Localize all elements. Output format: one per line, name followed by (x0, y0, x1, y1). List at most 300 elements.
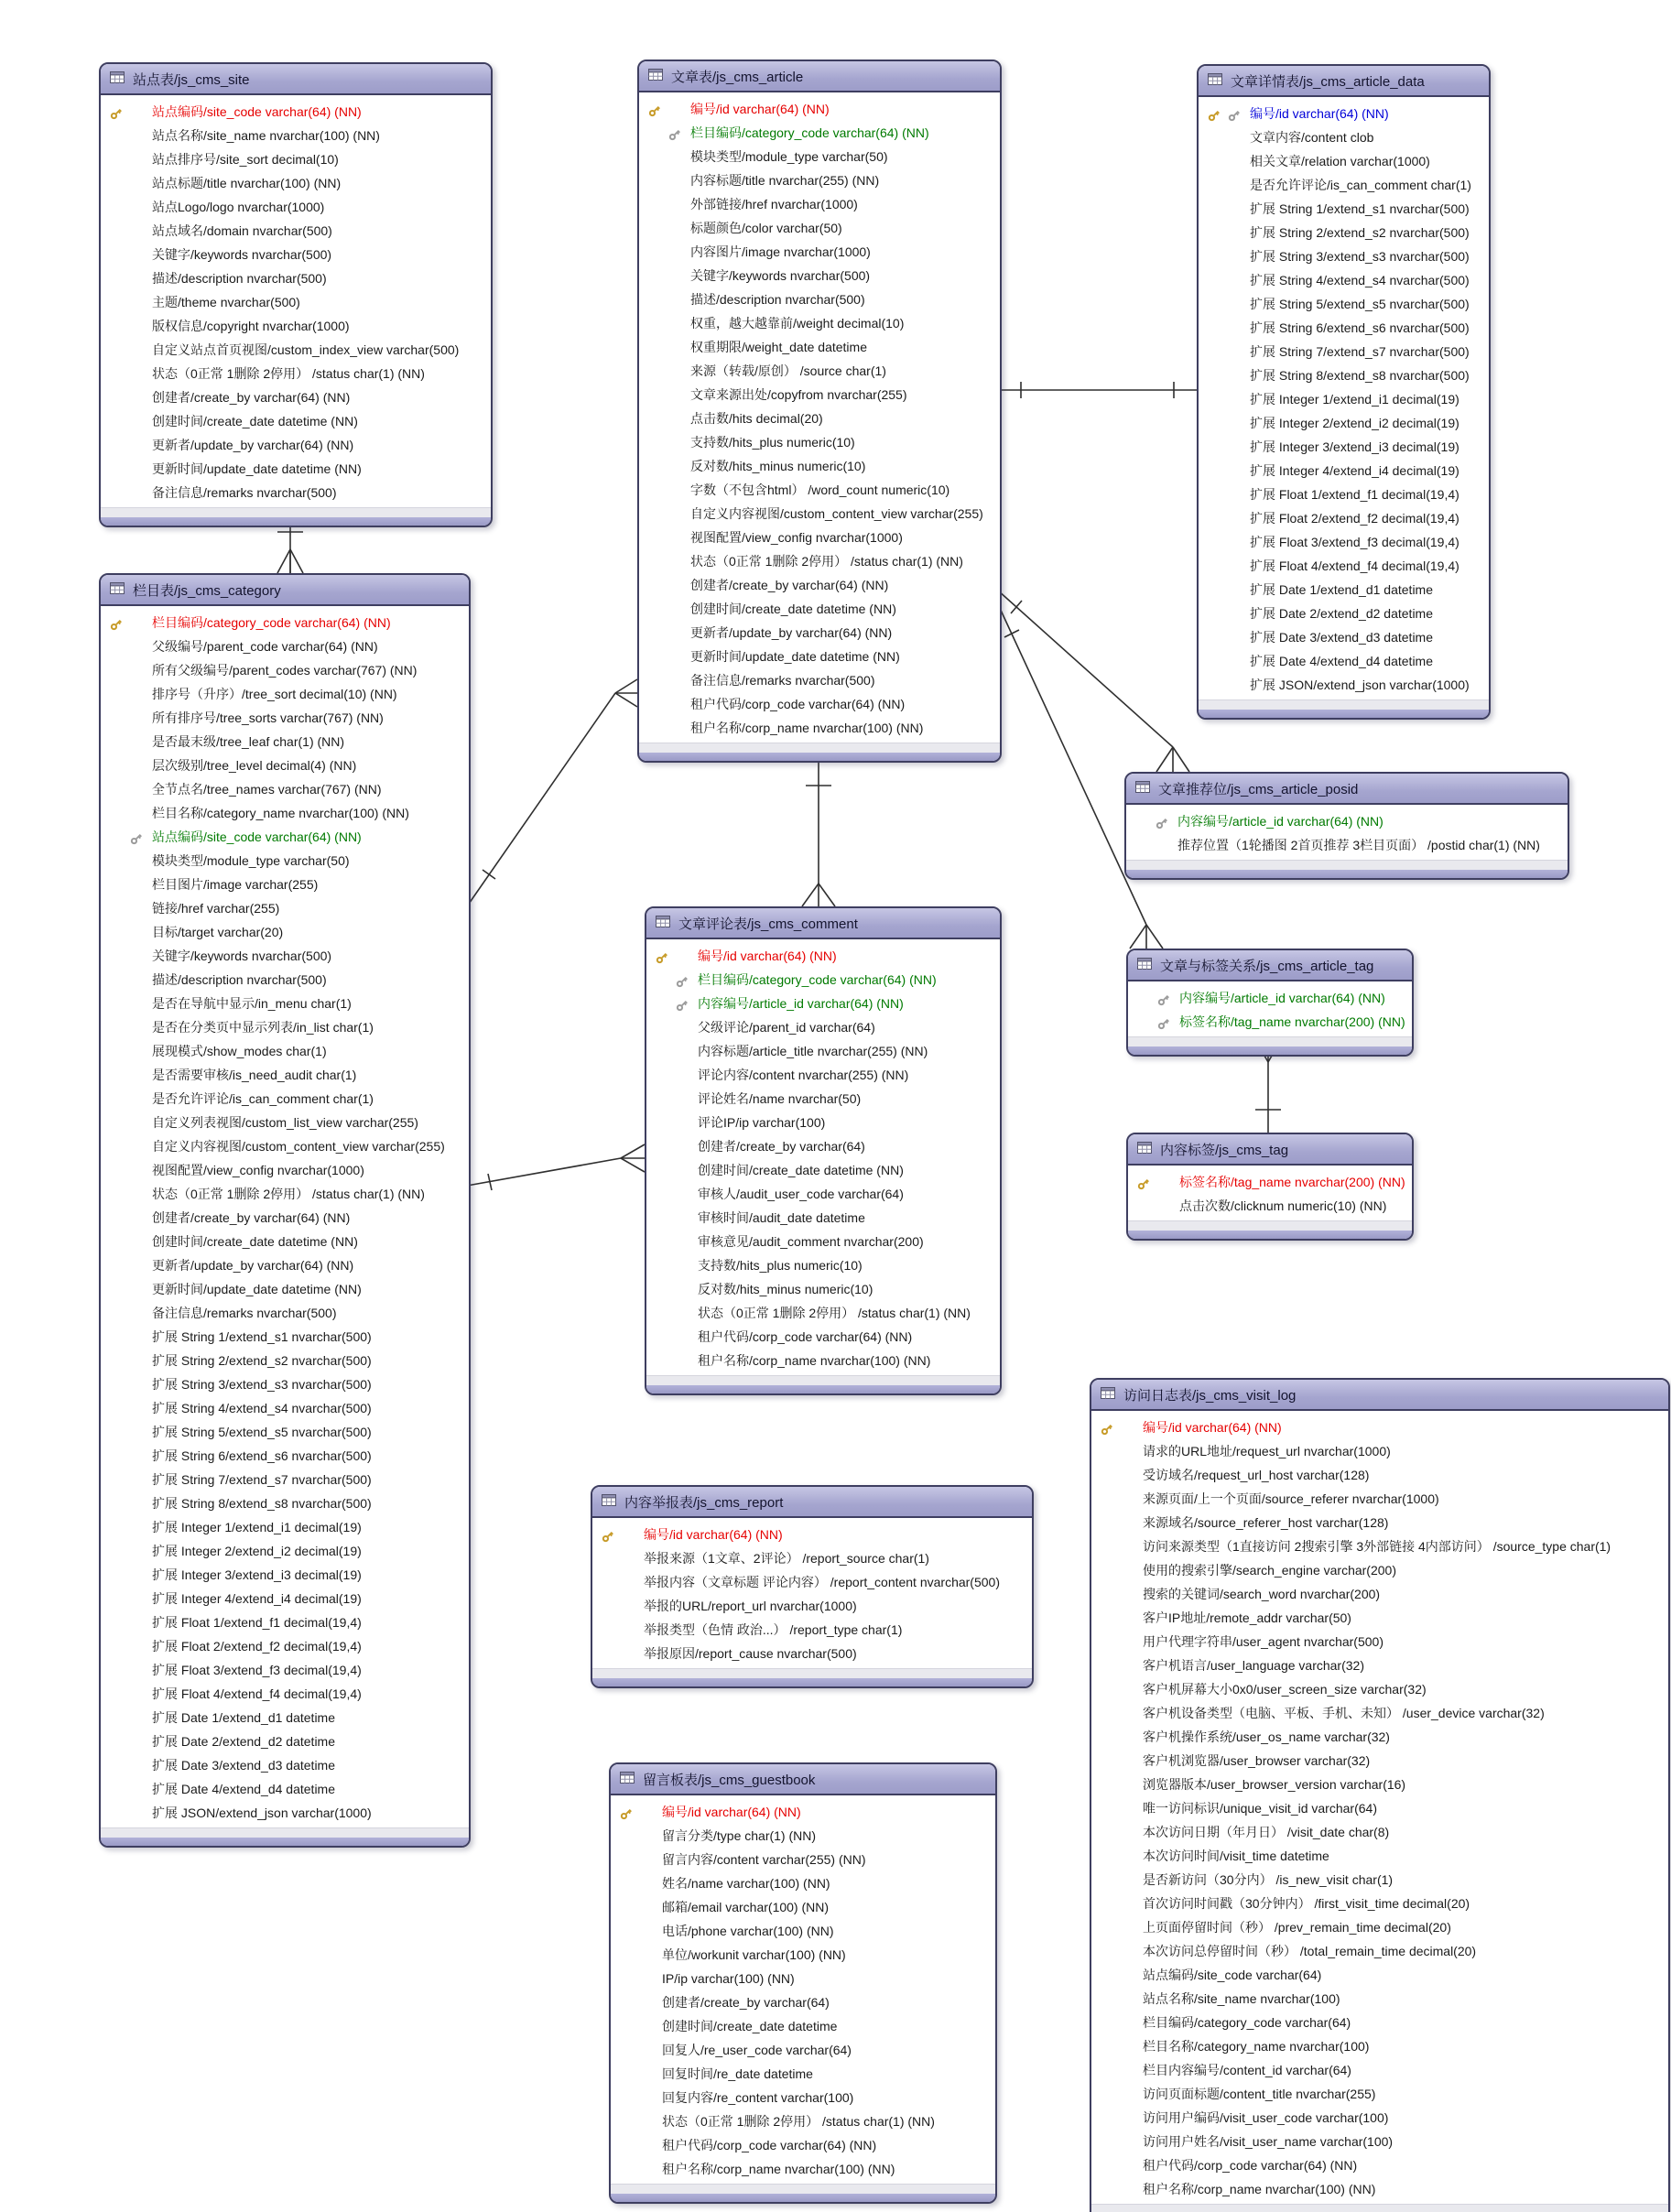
field-text: 扩展 Date 2/extend_d2 datetime (152, 1734, 336, 1749)
field-text: 编号/id varchar(64) (NN) (690, 102, 830, 116)
field-text: 栏目名称/category_name nvarchar(100) (NN) (152, 806, 409, 820)
field-row (1091, 1820, 1668, 1844)
field-text: 用户代理字符串/user_agent nvarchar(500) (1143, 1634, 1383, 1649)
field-text: 描述/description nvarchar(500) (690, 292, 865, 307)
field-row (101, 409, 491, 433)
field-row (101, 1491, 469, 1515)
field-text: 举报类型（色情 政治...） /report_type char(1) (644, 1622, 903, 1637)
field-text: 评论IP/ip varchar(100) (698, 1115, 826, 1130)
table-icon (602, 1494, 616, 1510)
field-text: 站点Logo/logo nvarchar(1000) (152, 200, 325, 214)
field-row (101, 457, 491, 481)
field-row (1091, 1582, 1668, 1606)
field-text: 内容编号/article_id varchar(64) (NN) (1177, 814, 1383, 829)
field-row (1128, 1170, 1412, 1194)
field-text: 自定义内容视图/custom_content_view varchar(255) (152, 1139, 445, 1154)
field-row (101, 801, 469, 825)
field-text: 创建时间/create_date datetime (662, 2019, 838, 2033)
field-row (101, 1706, 469, 1729)
field-text: 扩展 Integer 1/extend_i1 decimal(19) (1250, 392, 1459, 407)
field-row (1091, 1630, 1668, 1654)
field-row (101, 1372, 469, 1396)
field-row (1199, 387, 1489, 411)
field-text: 栏目编码/category_code varchar(64) (NN) (698, 972, 937, 987)
field-text: 回复内容/re_content varchar(100) (662, 2090, 854, 2105)
field-text: 所有排序号/tree_sorts varchar(767) (NN) (152, 710, 384, 725)
field-row (646, 1182, 1000, 1206)
field-row (639, 240, 1000, 264)
field-row (1091, 1439, 1668, 1463)
field-row (639, 311, 1000, 335)
field-text: 文章来源出处/copyfrom nvarchar(255) (690, 387, 907, 402)
field-text: 外部链接/href nvarchar(1000) (690, 197, 858, 211)
field-text: 备注信息/remarks nvarchar(500) (690, 673, 875, 688)
field-row (1199, 268, 1489, 292)
field-row (1128, 986, 1412, 1010)
table-footer (1126, 860, 1568, 870)
field-row (101, 195, 491, 219)
field-row (1199, 340, 1489, 363)
field-row (646, 944, 1000, 968)
field-row (639, 478, 1000, 502)
field-text: 关键字/keywords nvarchar(500) (152, 247, 332, 262)
field-text: 视图配置/view_config nvarchar(1000) (690, 530, 903, 545)
field-text: 租户名称/corp_name nvarchar(100) (NN) (1143, 2182, 1376, 2196)
field-text: 关键字/keywords nvarchar(500) (690, 268, 871, 283)
field-row (1199, 625, 1489, 649)
field-text: 首次访问时间戳（30分钟内） /first_visit_time decimal(20) (1143, 1896, 1470, 1911)
field-row (1199, 530, 1489, 554)
field-row (101, 920, 469, 944)
field-text: 扩展 Date 2/extend_d2 datetime (1250, 606, 1434, 621)
field-row (1199, 173, 1489, 197)
relationship-line (802, 751, 835, 906)
field-row (101, 1087, 469, 1111)
table-js_cms_article_tag[interactable] (1126, 949, 1414, 1057)
field-text: 支持数/hits_plus numeric(10) (690, 435, 855, 450)
relationship-line (998, 591, 1189, 772)
field-text: 租户名称/corp_name nvarchar(100) (NN) (698, 1353, 931, 1368)
table-title: 文章与标签关系/js_cms_article_tag (1160, 958, 1374, 974)
field-text: 标签名称/tag_name nvarchar(200) (NN) (1179, 1014, 1405, 1029)
field-row (646, 1111, 1000, 1134)
field-text: 编号/id varchar(64) (NN) (1250, 106, 1389, 121)
field-text: 栏目编码/category_code varchar(64) (NN) (152, 615, 391, 630)
field-row (101, 1349, 469, 1372)
field-text: 回复人/re_user_code varchar(64) (662, 2043, 852, 2057)
field-row (646, 1063, 1000, 1087)
field-row (1091, 1773, 1668, 1796)
table-footer-bar (592, 1678, 1032, 1686)
table-footer-bar (101, 1838, 469, 1846)
table-icon (648, 69, 663, 84)
table-header[interactable] (1126, 774, 1568, 805)
table-header[interactable] (1128, 950, 1412, 981)
field-row (611, 2109, 995, 2133)
field-text: 内容编号/article_id varchar(64) (NN) (698, 996, 904, 1011)
field-text: 内容标题/article_title nvarchar(255) (NN) (698, 1044, 928, 1058)
table-header[interactable] (611, 1764, 995, 1795)
field-row (592, 1523, 1032, 1546)
field-row (101, 1158, 469, 1182)
field-text: 本次访问日期（年月日） /visit_date char(8) (1143, 1825, 1390, 1839)
field-text: 客户机浏览器/user_browser varchar(32) (1143, 1753, 1371, 1768)
field-text: 客户IP地址/remote_addr varchar(50) (1143, 1610, 1351, 1625)
field-row (592, 1570, 1032, 1594)
field-row (1091, 1677, 1668, 1701)
field-row (592, 1618, 1032, 1642)
table-footer (639, 743, 1000, 753)
field-text: 是否在导航中显示/in_menu char(1) (152, 996, 352, 1011)
field-text: 扩展 String 3/extend_s3 nvarchar(500) (1250, 249, 1470, 264)
field-text: 租户代码/corp_code varchar(64) (NN) (690, 697, 906, 711)
field-row (611, 1848, 995, 1871)
field-row (1199, 673, 1489, 697)
field-text: 扩展 String 3/extend_s3 nvarchar(500) (152, 1377, 372, 1392)
field-row (639, 549, 1000, 573)
field-text: 内容标题/title nvarchar(255) (NN) (690, 173, 880, 188)
table-icon (1137, 1142, 1152, 1157)
table-header[interactable] (1128, 1134, 1412, 1166)
field-row (1199, 411, 1489, 435)
field-text: 站点名称/site_name nvarchar(100) (1143, 1991, 1340, 2006)
field-row (1091, 2130, 1668, 2153)
field-text: 是否允许评论/is_can_comment char(1) (1250, 178, 1471, 192)
table-js_cms_article_data[interactable] (1197, 64, 1491, 720)
field-row (639, 121, 1000, 145)
field-text: 支持数/hits_plus numeric(10) (698, 1258, 863, 1273)
field-row (101, 1610, 469, 1634)
field-row (639, 573, 1000, 597)
table-header[interactable] (101, 64, 491, 95)
table-icon (110, 582, 125, 598)
field-text: 租户代码/corp_code varchar(64) (NN) (1143, 2158, 1358, 2173)
field-text: 浏览器版本/user_browser_version varchar(16) (1143, 1777, 1406, 1792)
field-row (101, 1468, 469, 1491)
field-text: 反对数/hits_minus numeric(10) (698, 1282, 873, 1296)
field-text: 扩展 String 4/extend_s4 nvarchar(500) (152, 1401, 372, 1415)
field-text: 栏目编码/category_code varchar(64) (NN) (690, 125, 929, 140)
field-text: 描述/description nvarchar(500) (152, 271, 327, 286)
field-row (1199, 316, 1489, 340)
table-title: 访问日志表/js_cms_visit_log (1123, 1387, 1297, 1404)
table-icon (1101, 1387, 1115, 1403)
field-row (592, 1642, 1032, 1665)
table-js_cms_site[interactable] (99, 62, 493, 527)
field-row (1128, 1194, 1412, 1218)
field-text: 扩展 String 5/extend_s5 nvarchar(500) (1250, 297, 1470, 311)
field-row (101, 1301, 469, 1325)
field-row (639, 264, 1000, 287)
field-text: 扩展 Float 2/extend_f2 decimal(19,4) (152, 1639, 362, 1654)
field-row (646, 1349, 1000, 1372)
field-row (101, 1015, 469, 1039)
field-text: 创建者/create_by varchar(64) (NN) (152, 390, 351, 405)
field-row (1091, 1463, 1668, 1487)
field-text: 扩展 Integer 1/extend_i1 decimal(19) (152, 1520, 362, 1534)
field-text: 创建者/create_by varchar(64) (NN) (152, 1210, 351, 1225)
field-row (1091, 1606, 1668, 1630)
field-text: 扩展 String 2/extend_s2 nvarchar(500) (152, 1353, 372, 1368)
field-text: 租户代码/corp_code varchar(64) (NN) (662, 2138, 877, 2152)
field-text: 扩展 String 7/extend_s7 nvarchar(500) (152, 1472, 372, 1487)
field-text: 创建者/create_by varchar(64) (698, 1139, 865, 1154)
field-text: 扩展 String 1/extend_s1 nvarchar(500) (152, 1329, 372, 1344)
field-row (101, 1444, 469, 1468)
field-text: 推荐位置（1轮播图 2首页推荐 3栏目页面） /postid char(1) (NN) (1177, 838, 1540, 852)
field-text: 编号/id varchar(64) (NN) (698, 949, 837, 963)
field-text: 租户代码/corp_code varchar(64) (NN) (698, 1329, 913, 1344)
table-title: 文章推荐位/js_cms_article_posid (1158, 781, 1359, 797)
table-footer (101, 507, 491, 517)
table-header[interactable] (592, 1487, 1032, 1518)
field-text: 审核意见/audit_comment nvarchar(200) (698, 1234, 924, 1249)
field-text: 编号/id varchar(64) (NN) (1143, 1420, 1282, 1435)
field-row (1199, 363, 1489, 387)
field-text: 唯一访问标识/unique_visit_id varchar(64) (1143, 1801, 1377, 1816)
field-text: 栏目图片/image varchar(255) (152, 877, 319, 892)
field-text: 扩展 Date 4/extend_d4 datetime (1250, 654, 1434, 668)
field-text: 自定义列表视图/custom_list_view varchar(255) (152, 1115, 418, 1130)
field-row (1199, 292, 1489, 316)
field-row (639, 645, 1000, 668)
field-text: 来源域名/source_referer_host varchar(128) (1143, 1515, 1389, 1530)
field-text: 扩展 JSON/extend_json varchar(1000) (1250, 678, 1470, 692)
table-js_cms_comment[interactable] (645, 906, 1002, 1395)
table-footer-bar (101, 517, 491, 526)
table-title: 文章详情表/js_cms_article_data (1231, 73, 1425, 90)
field-row (101, 219, 491, 243)
field-text: 访问用户编码/visit_user_code varchar(100) (1143, 2110, 1389, 2125)
field-text: 更新者/update_by varchar(64) (NN) (152, 438, 354, 452)
field-row (611, 2038, 995, 2062)
field-text: 回复时间/re_date datetime (662, 2066, 813, 2081)
field-text: 创建时间/create_date datetime (NN) (152, 414, 358, 428)
field-text: 创建者/create_by varchar(64) (662, 1995, 830, 2010)
field-row (639, 621, 1000, 645)
field-row (646, 1301, 1000, 1325)
field-row (611, 2062, 995, 2086)
field-row (639, 359, 1000, 383)
field-row (101, 1634, 469, 1658)
field-row (101, 481, 491, 504)
field-text: 站点排序号/site_sort decimal(10) (152, 152, 339, 167)
field-text: 主题/theme nvarchar(500) (152, 295, 300, 309)
field-row (646, 1087, 1000, 1111)
table-footer (1199, 699, 1489, 710)
field-text: 父级编号/parent_code varchar(64) (NN) (152, 639, 378, 654)
field-text: 创建者/create_by varchar(64) (NN) (690, 578, 889, 592)
field-text: 站点标题/title nvarchar(100) (NN) (152, 176, 342, 190)
table-footer-bar (646, 1385, 1000, 1393)
field-text: 访问用户姓名/visit_user_name varchar(100) (1143, 2134, 1394, 2149)
field-text: 留言内容/content varchar(255) (NN) (662, 1852, 866, 1867)
field-text: 本次访问时间/visit_time datetime (1143, 1849, 1329, 1863)
field-text: 站点编码/site_code varchar(64) (1143, 1968, 1322, 1982)
field-text: 创建时间/create_date datetime (NN) (698, 1163, 904, 1177)
field-text: 创建时间/create_date datetime (NN) (152, 1234, 358, 1249)
table-header[interactable] (101, 575, 469, 606)
field-text: 客户机语言/user_language varchar(32) (1143, 1658, 1364, 1673)
field-text: 父级评论/parent_id varchar(64) (698, 1020, 875, 1035)
field-row (101, 266, 491, 290)
field-text: 扩展 Float 3/extend_f3 decimal(19,4) (152, 1663, 362, 1677)
field-text: 使用的搜索引擎/search_engine varchar(200) (1143, 1563, 1396, 1578)
field-row (639, 668, 1000, 692)
field-text: 举报的URL/report_url nvarchar(1000) (644, 1599, 857, 1613)
field-row (1199, 244, 1489, 268)
field-text: 编号/id varchar(64) (NN) (662, 1805, 801, 1819)
field-row (101, 1277, 469, 1301)
field-row (101, 1230, 469, 1253)
field-row (101, 338, 491, 362)
field-text: 自定义站点首页视图/custom_index_view varchar(500) (152, 342, 460, 357)
field-row (639, 335, 1000, 359)
field-row (611, 2157, 995, 2181)
field-row (1199, 149, 1489, 173)
field-text: 来源（转载/原创） /source char(1) (690, 363, 886, 378)
field-row (101, 1658, 469, 1682)
field-text: 扩展 Float 4/extend_f4 decimal(19,4) (152, 1686, 362, 1701)
field-row (646, 1134, 1000, 1158)
field-row (611, 1800, 995, 1824)
field-row (1091, 1796, 1668, 1820)
field-row (1199, 649, 1489, 673)
field-text: 扩展 Integer 2/extend_i2 decimal(19) (1250, 416, 1459, 430)
table-title: 栏目表/js_cms_category (133, 582, 281, 599)
table-header[interactable] (1091, 1380, 1668, 1411)
field-row (611, 1871, 995, 1895)
field-text: 上页面停留时间（秒） /prev_remain_time decimal(20) (1143, 1920, 1451, 1935)
field-row (639, 287, 1000, 311)
field-row (611, 1967, 995, 1990)
field-row (101, 1182, 469, 1206)
field-text: 扩展 String 5/extend_s5 nvarchar(500) (152, 1425, 372, 1439)
relationship-line (998, 382, 1197, 398)
field-row (639, 97, 1000, 121)
field-row (1199, 483, 1489, 506)
field-row (1091, 1487, 1668, 1511)
table-js_cms_category[interactable] (99, 573, 471, 1848)
table-title: 文章表/js_cms_article (671, 69, 804, 85)
field-row (1199, 435, 1489, 459)
field-text: 状态（0正常 1删除 2停用） /status char(1) (NN) (698, 1306, 971, 1320)
field-row (1091, 1868, 1668, 1892)
field-text: 扩展 Float 1/extend_f1 decimal(19,4) (1250, 487, 1459, 502)
field-text: 扩展 Date 3/extend_d3 datetime (152, 1758, 336, 1773)
table-js_cms_article_posid[interactable] (1124, 772, 1569, 880)
table-js_cms_tag[interactable] (1126, 1133, 1414, 1241)
field-text: 站点编码/site_code varchar(64) (NN) (152, 104, 362, 119)
field-row (646, 1253, 1000, 1277)
table-footer (1128, 1220, 1412, 1231)
field-text: 目标/target varchar(20) (152, 925, 284, 939)
field-row (1126, 809, 1568, 833)
field-row (611, 1919, 995, 1943)
field-text: 举报来源（1文章、2评论） /report_source char(1) (644, 1551, 929, 1566)
table-title: 内容举报表/js_cms_report (624, 1494, 784, 1511)
field-row (101, 1777, 469, 1801)
table-js_cms_guestbook[interactable] (609, 1762, 997, 2204)
field-row (611, 1990, 995, 2014)
field-row (1199, 197, 1489, 221)
table-header[interactable] (639, 61, 1000, 92)
field-row (1199, 554, 1489, 578)
field-text: 评论内容/content nvarchar(255) (NN) (698, 1068, 909, 1082)
table-js_cms_article[interactable] (637, 60, 1002, 763)
field-row (101, 433, 491, 457)
field-text: 评论姓名/name nvarchar(50) (698, 1091, 862, 1106)
field-text: 邮箱/email varchar(100) (NN) (662, 1900, 830, 1914)
field-text: 扩展 Date 1/extend_d1 datetime (1250, 582, 1434, 597)
field-row (1091, 1654, 1668, 1677)
field-text: 扩展 String 7/extend_s7 nvarchar(500) (1250, 344, 1470, 359)
field-row (1091, 1415, 1668, 1439)
table-header[interactable] (646, 908, 1000, 939)
field-text: 请求的URL地址/request_url nvarchar(1000) (1143, 1444, 1391, 1458)
field-text: 更新时间/update_date datetime (NN) (152, 461, 362, 476)
table-footer (646, 1375, 1000, 1385)
field-text: 排序号（升序）/tree_sort decimal(10) (NN) (152, 687, 397, 701)
field-row (101, 682, 469, 706)
field-row (592, 1546, 1032, 1570)
field-text: 更新者/update_by varchar(64) (NN) (690, 625, 893, 640)
field-text: 扩展 Float 4/extend_f4 decimal(19,4) (1250, 558, 1459, 573)
field-text: 备注信息/remarks nvarchar(500) (152, 485, 337, 500)
field-text: 是否在分类页中显示列表/in_list char(1) (152, 1020, 374, 1035)
field-row (101, 243, 491, 266)
field-row (611, 2014, 995, 2038)
field-text: 反对数/hits_minus numeric(10) (690, 459, 866, 473)
field-text: 客户机操作系统/user_os_name varchar(32) (1143, 1729, 1390, 1744)
field-row (101, 1396, 469, 1420)
field-row (646, 1277, 1000, 1301)
field-row (639, 407, 1000, 430)
table-footer-bar (1199, 710, 1489, 718)
field-text: 标题颜色/color varchar(50) (690, 221, 842, 235)
table-icon (1137, 958, 1152, 973)
table-icon (656, 916, 670, 931)
field-row (1091, 2082, 1668, 2106)
field-text: 扩展 String 2/extend_s2 nvarchar(500) (1250, 225, 1470, 240)
field-row (611, 2133, 995, 2157)
field-row (1091, 1844, 1668, 1868)
table-header[interactable] (1199, 66, 1489, 97)
field-row (101, 944, 469, 968)
field-row (101, 1563, 469, 1587)
field-row (592, 1594, 1032, 1618)
field-text: 相关文章/relation varchar(1000) (1250, 154, 1430, 168)
field-text: 是否需要审核/is_need_audit char(1) (152, 1068, 357, 1082)
field-row (639, 597, 1000, 621)
field-row (611, 1824, 995, 1848)
field-text: 扩展 Integer 4/extend_i4 decimal(19) (152, 1591, 362, 1606)
table-js_cms_report[interactable] (591, 1485, 1034, 1688)
field-row (1091, 2034, 1668, 2058)
field-text: 更新时间/update_date datetime (NN) (690, 649, 900, 664)
field-row (639, 526, 1000, 549)
field-row (1199, 125, 1489, 149)
field-row (1091, 1701, 1668, 1725)
field-row (639, 454, 1000, 478)
field-text: 关键字/keywords nvarchar(500) (152, 949, 332, 963)
table-js_cms_visit_log[interactable] (1090, 1378, 1670, 2212)
field-row (1091, 2011, 1668, 2034)
field-text: 扩展 Integer 3/extend_i3 decimal(19) (152, 1567, 362, 1582)
field-row (1091, 2153, 1668, 2177)
field-text: 是否允许评论/is_can_comment char(1) (152, 1091, 374, 1106)
field-row (101, 992, 469, 1015)
